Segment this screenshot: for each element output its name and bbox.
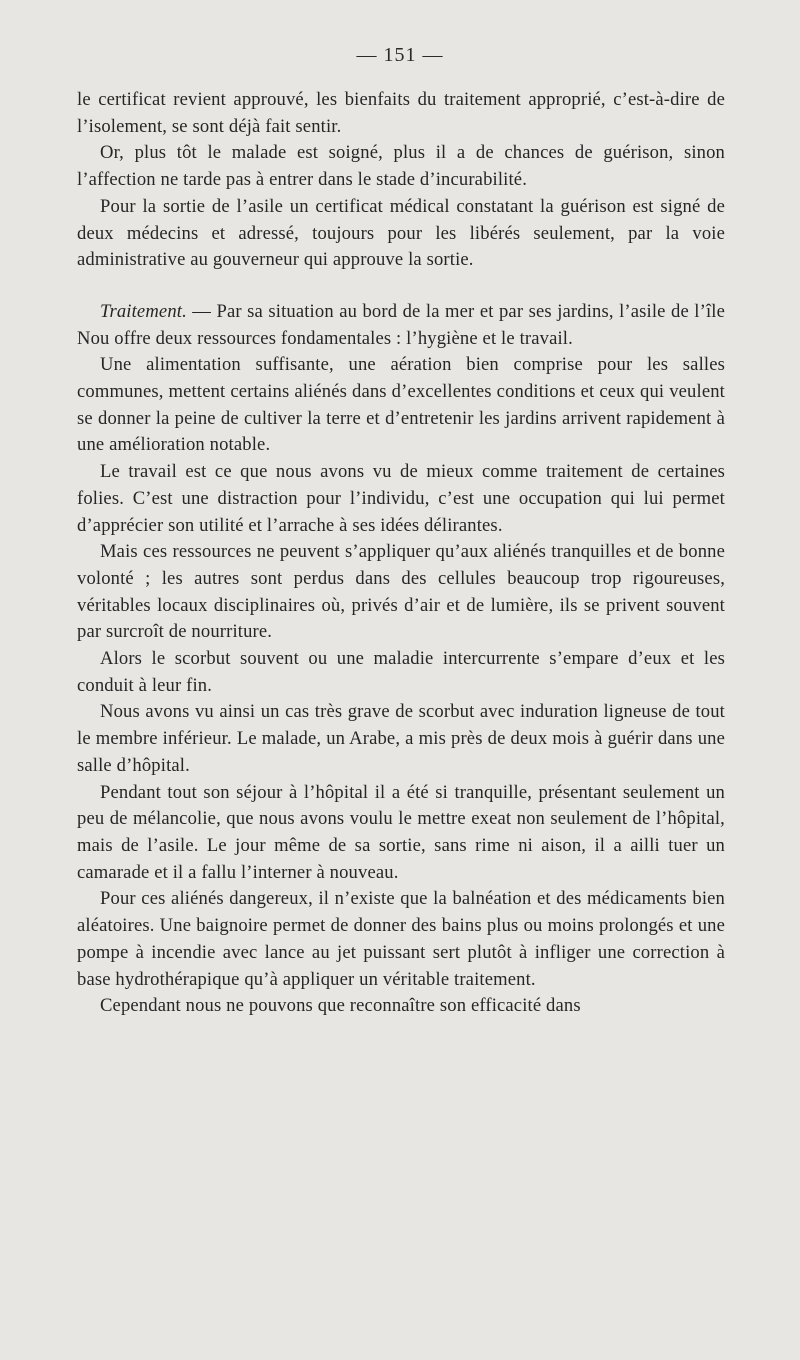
- paragraph: Mais ces ressources ne peuvent s’appliquer qu’aux aliénés tranquilles et de bonne volonté ; les autres sont perdus dans des cellules beaucoup trop rigoureuses, véritables locaux disciplinaires où, privés d’air et de lumière, ils se privent souvent par surcroît de nourriture.: [77, 541, 725, 643]
- paragraph: Pour ces aliénés dangereux, il n’existe que la balnéation et des médicaments bien aléatoires. Une baignoire permet de donner des bains plus ou moins prolongés et une pompe à incendie avec lance au jet puissant sert plutôt à infliger une correction à base hydrothérapique qu’à appliquer un véritable traitement.: [77, 888, 725, 990]
- page-number: — 151 —: [356, 44, 444, 66]
- paragraph: Pendant tout son séjour à l’hôpital il a été si tranquille, présentant seulement un peu de mélancolie, que nous avons voulu le mettre exeat non seulement de l’hôpital, mais de l’asile. Le jour même de sa sortie, sans rime ni aison, il a ailli tuer un camarade et il a fallu l’interner à nouveau.: [77, 781, 725, 883]
- paragraph: Cependant nous ne pouvons que reconnaître son efficacité dans: [100, 995, 581, 1017]
- body-text: [77, 87, 725, 1020]
- section-paragraph-traitement: [77, 299, 725, 352]
- paragraph: Le travail est ce que nous avons vu de mieux comme traitement de certaines folies. C’est une distraction pour l’individu, c’est une occupation qui lui permet d’apprécier son utilité et l’arrache à ses idées délirantes.: [77, 461, 725, 536]
- section-heading: Traitement.: [100, 300, 187, 322]
- paragraph: Or, plus tôt le malade est soigné, plus il a de chances de guérison, sinon l’affection ne tarde pas à entrer dans le stade d’incurabilité.: [77, 142, 725, 191]
- paragraph-text: — Par sa situation au bord de la mer et par ses jardins, l’asile de l’île Nou offre deux ressources fondamentales : l’hygiène et le travail.: [77, 300, 725, 349]
- paragraph: Pour la sortie de l’asile un certificat médical constatant la guérison est signé de deux médecins et adressé, toujours pour les libérés seulement, par la voie administrative au gouverneur qui approuve la sortie.: [77, 195, 725, 271]
- paragraph: Alors le scorbut souvent ou une maladie intercurrente s’empare d’eux et les conduit à leur fin.: [77, 648, 725, 696]
- paragraph: Une alimentation suffisante, une aération bien comprise pour les salles communes, mettent certains aliénés dans d’excellentes conditions et ceux qui veulent se donner la peine de cultiver la terre et d’entretenir les jardins arrivent rapidement à une amélioration notable.: [77, 354, 725, 456]
- paragraph: Nous avons vu ainsi un cas très grave de scorbut avec induration ligneuse de tout le membre inférieur. Le malade, un Arabe, a mis près de deux mois à guérir dans une salle d’hôpital.: [77, 701, 725, 776]
- paragraph: le certificat revient approuvé, les bienfaits du traitement approprié, c’est-à-dire de l’isolement, se sont déjà fait sentir.: [77, 89, 725, 137]
